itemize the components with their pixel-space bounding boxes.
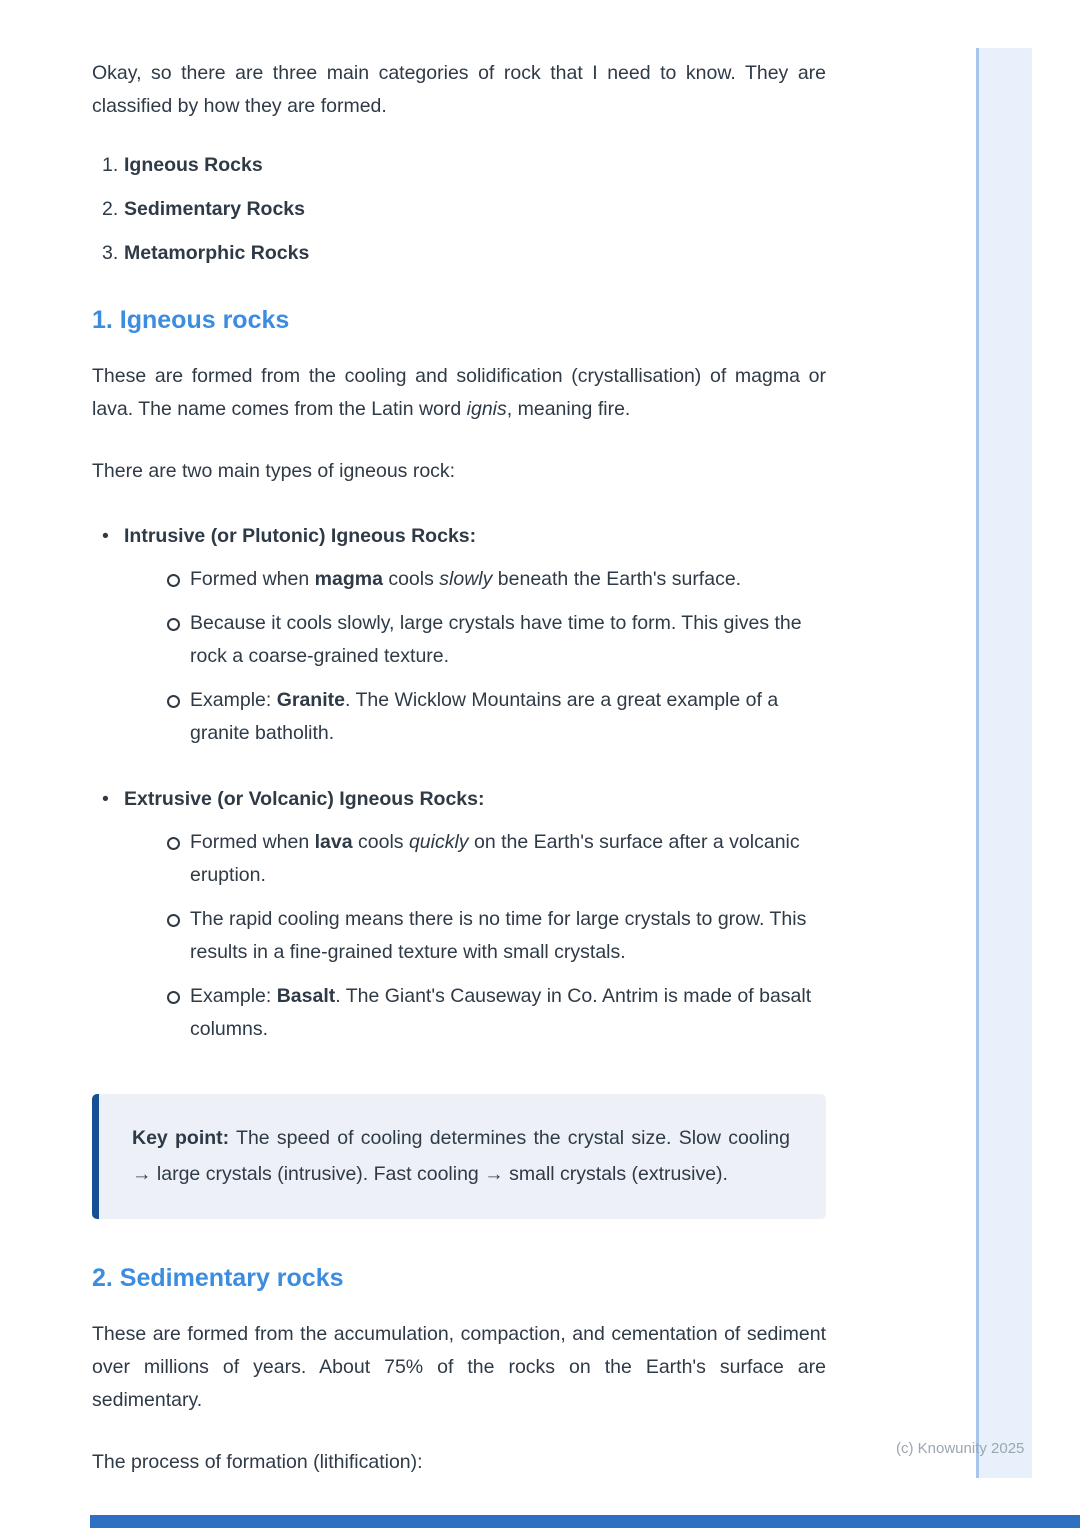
hollow-circle-icon: [167, 695, 180, 708]
sedimentary-heading: 2. Sedimentary rocks: [92, 1264, 344, 1292]
text-run: cools: [352, 831, 409, 853]
text-run: . The Wicklow Mountains are a great example of a granite batholith.: [190, 689, 779, 744]
hollow-circle-icon: [167, 991, 180, 1004]
sub-bullet-item: [167, 607, 826, 673]
text-run: on the Earth's surface after a volcanic eruption.: [190, 831, 800, 886]
keypoint-text: The speed of cooling determines the crystal size. Slow cooling → large crystals (intrusive). Fast cooling → small crystals (extrusive).: [132, 1127, 790, 1185]
list-item: [92, 149, 826, 182]
bullet-title: Extrusive (or Volcanic) Igneous Rocks:: [124, 788, 485, 810]
sub-bullet-item: [167, 826, 826, 892]
page-edge-strip: [976, 48, 1032, 1478]
list-number: 1.: [102, 154, 119, 176]
sub-bullet-list: [124, 826, 826, 1046]
bullet-dot-icon: •: [102, 788, 109, 810]
sub-bullet-text: [190, 684, 826, 750]
bold-text-run: Basalt: [276, 985, 336, 1007]
notes-page: [92, 0, 826, 1479]
igneous-intro-line: There are two main types of igneous rock:: [92, 460, 456, 482]
sub-bullet-text: [190, 980, 826, 1046]
keypoint-label: Key point:: [132, 1127, 230, 1149]
italic-text-run: quickly: [408, 831, 469, 853]
list-label: Sedimentary Rocks: [124, 198, 305, 220]
sub-bullet-text: [190, 607, 826, 673]
list-label: Igneous Rocks: [124, 154, 263, 176]
text-run: . The Giant's Causeway in Co. Antrim is made of basalt columns.: [190, 985, 812, 1040]
bullet-title: Intrusive (or Plutonic) Igneous Rocks:: [124, 525, 477, 547]
igneous-heading: 1. Igneous rocks: [92, 306, 290, 334]
page-separator-bar: [90, 1515, 1080, 1528]
sub-bullet-text: [190, 563, 826, 596]
sub-bullet-item: [167, 980, 826, 1046]
igneous-bullet-list: [92, 520, 826, 1057]
text-run: Formed when: [190, 831, 315, 853]
sub-bullet-text: [190, 826, 826, 892]
text-run: Example:: [190, 689, 277, 711]
lithification-line: The process of formation (lithification):: [92, 1451, 423, 1473]
list-number: 2.: [102, 198, 119, 220]
text-run: , meaning fire.: [506, 398, 631, 420]
text-run: These are formed from the cooling and solidification (crystallisation) of magma or lava. The name comes from the Latin word: [92, 365, 826, 420]
bullet-item-extrusive: [102, 783, 826, 1057]
text-run: beneath the Earth's surface.: [492, 568, 742, 590]
hollow-circle-icon: [167, 618, 180, 631]
hollow-circle-icon: [167, 574, 180, 587]
sub-bullet-text: [190, 903, 826, 969]
text-run: Example:: [190, 985, 277, 1007]
sub-bullet-item: [167, 684, 826, 750]
hollow-circle-icon: [167, 914, 180, 927]
italic-text-run: ignis: [466, 398, 507, 420]
bullet-dot-icon: •: [102, 525, 109, 547]
italic-text-run: slowly: [439, 568, 493, 590]
keypoint-callout: [92, 1094, 826, 1219]
text-run: The rapid cooling means there is no time for large crystals to grow. This results in a fine-grained texture with small crystals.: [190, 908, 807, 963]
text-run: Formed when: [190, 568, 315, 590]
hollow-circle-icon: [167, 837, 180, 850]
copyright-note: (c) Knowunity 2025: [896, 1440, 1025, 1457]
list-item: [92, 193, 826, 226]
bullet-item-intrusive: [102, 520, 826, 761]
bold-text-run: lava: [314, 831, 353, 853]
rock-types-list: [92, 149, 826, 270]
text-run: Because it cools slowly, large crystals have time to form. This gives the rock a coarse-grained texture.: [190, 612, 802, 667]
sub-bullet-item: [167, 903, 826, 969]
intro-paragraph: Okay, so there are three main categories of rock that I need to know. They are classified by how they are formed.: [92, 62, 826, 117]
list-label: Metamorphic Rocks: [124, 242, 310, 264]
text-run: cools: [382, 568, 440, 590]
sub-bullet-list: [124, 563, 826, 750]
list-number: 3.: [102, 242, 119, 264]
sub-bullet-item: [167, 563, 826, 596]
bold-text-run: Granite: [276, 689, 345, 711]
bold-text-run: magma: [314, 568, 383, 590]
list-item: [92, 237, 826, 270]
igneous-paragraph: [92, 360, 826, 426]
sedimentary-paragraph: These are formed from the accumulation, compaction, and cementation of sediment over millions of years. About 75% of the rocks on the Earth's surface are sedimentary.: [92, 1323, 826, 1411]
